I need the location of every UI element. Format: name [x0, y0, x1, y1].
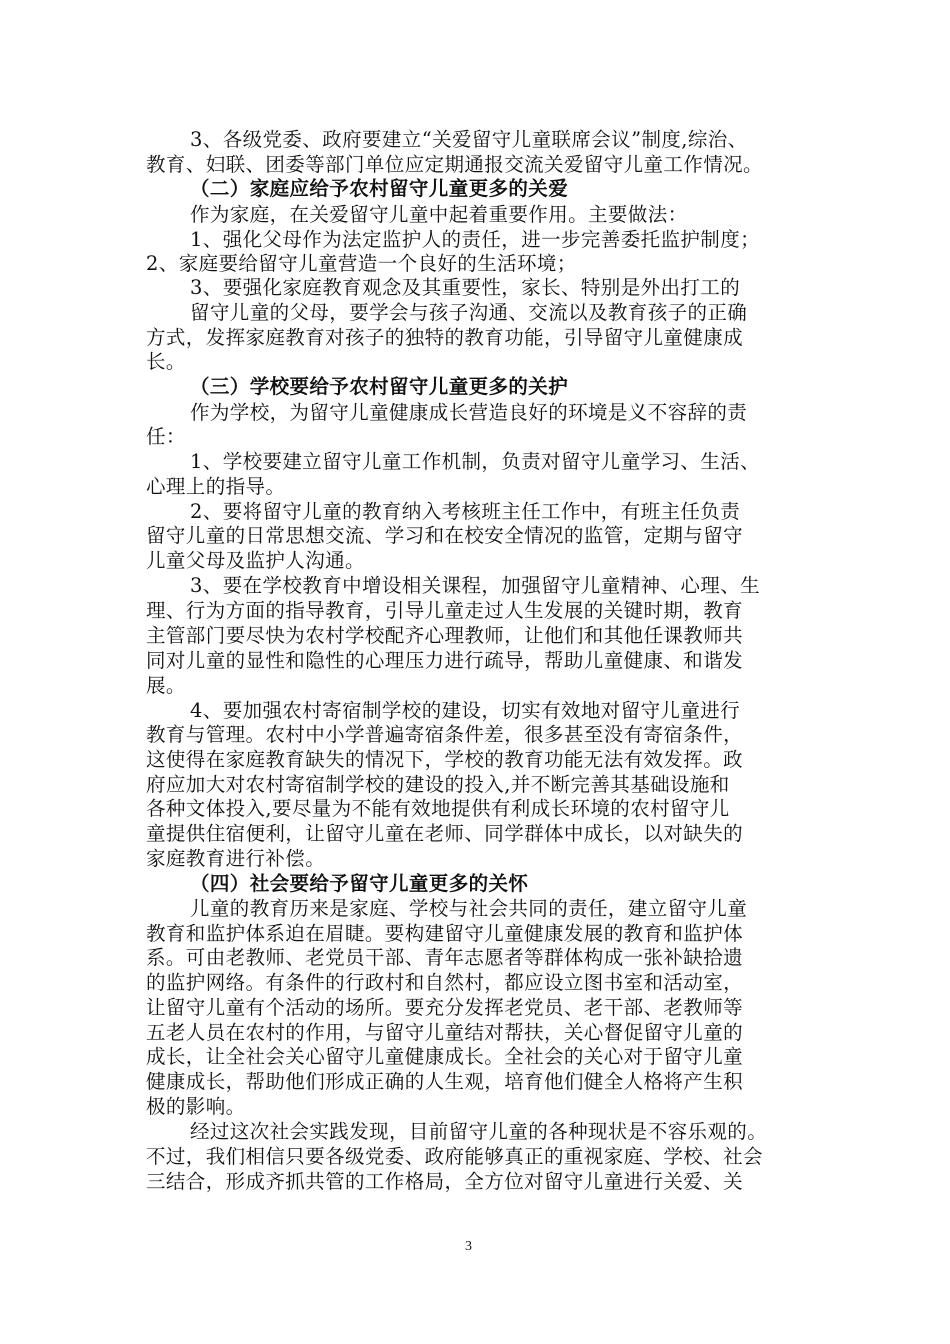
- text-line: 五老人员在农村的作用，与留守儿童结对帮扶，关心督促留守儿童的: [146, 1021, 744, 1044]
- text-line: 府应加大对农村寄宿制学校的建设的投入,并不断完善其基础设施和: [146, 773, 730, 796]
- text-line: 极的影响。: [146, 1095, 246, 1118]
- text-line: 3、要强化家庭教育观念及其重要性，家长、特别是外出打工的: [190, 276, 741, 299]
- text-line: 3、要在学校教育中增设相关课程，加强留守儿童精神、心理、生: [190, 574, 761, 597]
- text-line: 方式，发挥家庭教育对孩子的独特的教育功能，引导留守儿童健康成: [146, 326, 744, 349]
- text-line: 作为学校，为留守儿童健康成长营造良好的环境是义不容辞的责: [190, 401, 748, 424]
- text-line: 3、各级党委、政府要建立“关爱留守儿童联席会议”制度,综治、: [190, 128, 748, 151]
- text-line: 三结合，形成齐抓共管的工作格局，全方位对留守儿童进行关爱、关: [146, 1170, 744, 1193]
- text-line: 教育、妇联、团委等部门单位应定期通报交流关爱留守儿童工作情况。: [146, 153, 763, 176]
- text-line: 家庭教育进行补偿。: [146, 847, 326, 870]
- text-line: 2、要将留守儿童的教育纳入考核班主任工作中，有班主任负责: [190, 500, 741, 523]
- text-line: 留守儿童的父母，要学会与孩子沟通、交流以及教育孩子的正确: [190, 301, 748, 324]
- text-line: 4、要加强农村寄宿制学校的建设，切实有效地对留守儿童进行: [190, 699, 741, 722]
- section-heading: （三）学校要给予农村留守儿童更多的关护: [190, 375, 569, 398]
- text-line: 教育与管理。农村中小学普遍寄宿条件差，很多甚至没有寄宿条件，: [146, 723, 744, 746]
- text-line: 成长，让全社会关心留守儿童健康成长。全社会的关心对于留守儿童: [146, 1045, 744, 1068]
- text-line: 儿童的教育历来是家庭、学校与社会共同的责任，建立留守儿童: [190, 897, 748, 920]
- section-heading: （二）家庭应给予农村留守儿童更多的关爱: [190, 177, 569, 200]
- text-line: 同对儿童的显性和隐性的心理压力进行疏导，帮助儿童健康、和谐发: [146, 649, 744, 672]
- text-line: 展。: [146, 674, 186, 697]
- text-line: 2、家庭要给留守儿童营造一个良好的生活环境；: [146, 252, 577, 275]
- text-line: 留守儿童的日常思想交流、学习和在校安全情况的监管，定期与留守: [146, 524, 744, 547]
- text-line: 1、强化父母作为法定监护人的责任，进一步完善委托监护制度；: [190, 228, 761, 251]
- text-line: 健康成长，帮助他们形成正确的人生观，培育他们健全人格将产生积: [146, 1070, 744, 1093]
- text-line: 这使得在家庭教育缺失的情况下，学校的教育功能无法有效发挥。政: [146, 748, 744, 771]
- text-line: 1、学校要建立留守儿童工作机制，负责对留守儿童学习、生活、: [190, 450, 761, 473]
- text-line: 任：: [146, 425, 186, 448]
- text-line: 系。可由老教师、老党员干部、青年志愿者等群体构成一张补缺拾遗: [146, 946, 744, 969]
- text-line: 童提供住宿便利，让留守儿童在老师、同学群体中成长，以对缺失的: [146, 822, 744, 845]
- page-number: 3: [465, 1239, 472, 1254]
- text-line: 不过，我们相信只要各级党委、政府能够真正的重视家庭、学校、社会: [146, 1145, 763, 1168]
- text-line: 各种文体投入,要尽量为不能有效地提供有利成长环境的农村留守儿: [146, 797, 730, 820]
- text-line: 心理上的指导。: [146, 475, 286, 498]
- text-line: 理、行为方面的指导教育，引导儿童走过人生发展的关键时期，教育: [146, 599, 744, 622]
- text-line: 的监护网络。有条件的行政村和自然村，都应设立图书室和活动室，: [146, 971, 744, 994]
- text-line: 经过这次社会实践发现，目前留守儿童的各种现状是不容乐观的。: [190, 1120, 768, 1143]
- text-line: 主管部门要尽快为农村学校配齐心理教师，让他们和其他任课教师共: [146, 624, 744, 647]
- text-line: 作为家庭，在关爱留守儿童中起着重要作用。主要做法：: [190, 203, 688, 226]
- section-heading: （四）社会要给予留守儿童更多的关怀: [190, 872, 529, 895]
- text-line: 儿童父母及监护人沟通。: [146, 549, 365, 572]
- text-line: 长。: [146, 350, 186, 373]
- text-line: 让留守儿童有个活动的场所。要充分发挥老党员、老干部、老教师等: [146, 996, 744, 1019]
- text-line: 教育和监护体系迫在眉睫。要构建留守儿童健康发展的教育和监护体: [146, 922, 744, 945]
